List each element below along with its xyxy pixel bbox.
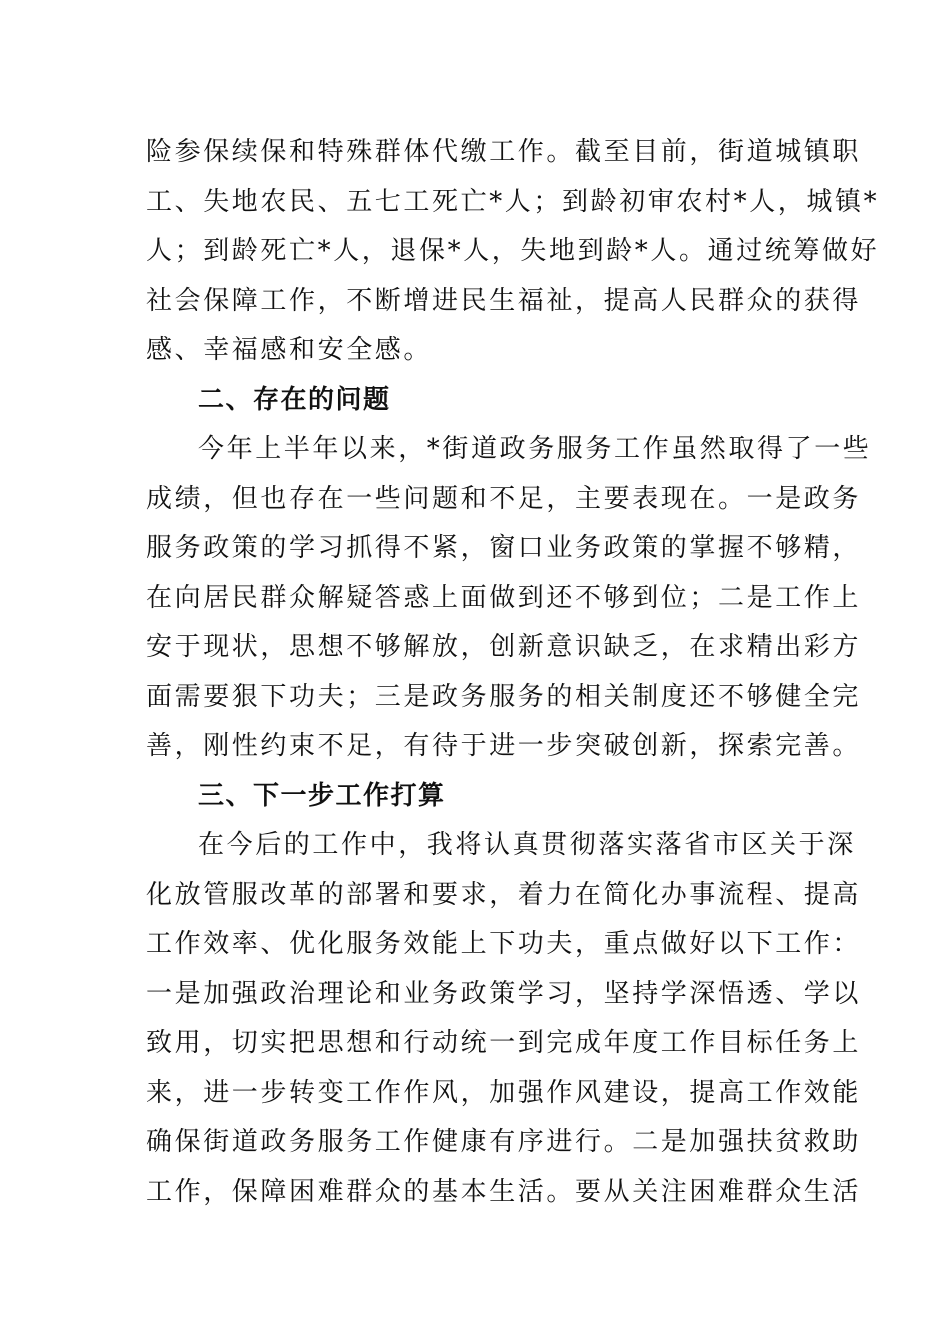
paragraph-line: 在向居民群众解疑答惑上面做到还不够到位；二是工作上 [146, 582, 862, 613]
paragraph-line: 善，刚性约束不足，有待于进一步突破创新，探索完善。 [146, 731, 862, 761]
section-heading: 三、下一步工作打算 [198, 780, 446, 811]
paragraph-line: 工、失地农民、五七工死亡*人；到龄初审农村*人，城镇* [146, 186, 880, 217]
paragraph-line: 安于现状，思想不够解放，创新意识缺乏，在求精出彩方 [146, 632, 862, 662]
document-body [146, 128, 880, 1217]
paragraph-line: 工作，保障困难群众的基本生活。要从关注困难群众生活 [146, 1176, 862, 1207]
paragraph-line: 化放管服改革的部署和要求，着力在简化办事流程、提高 [146, 879, 862, 910]
paragraph-line: 人；到龄死亡*人，退保*人，失地到龄*人。通过统筹做好 [146, 236, 880, 266]
paragraph-line: 在今后的工作中，我将认真贯彻落实落省市区关于深 [198, 830, 856, 860]
section-heading: 二、存在的问题 [198, 384, 391, 415]
paragraph-line: 险参保续保和特殊群体代缴工作。截至目前，街道城镇职 [146, 137, 862, 167]
paragraph-line: 确保街道政务服务工作健康有序进行。二是加强扶贫救助 [146, 1127, 862, 1157]
paragraph-line: 今年上半年以来，*街道政务服务工作虽然取得了一些 [198, 434, 872, 464]
paragraph-line: 致用，切实把思想和行动统一到完成年度工作目标任务上 [146, 1028, 862, 1058]
paragraph-line: 感、幸福感和安全感。 [146, 335, 433, 365]
paragraph-line: 工作效率、优化服务效能上下功夫，重点做好以下工作： [146, 929, 862, 959]
paragraph-line: 一是加强政治理论和业务政策学习，坚持学深悟透、学以 [146, 978, 862, 1009]
paragraph-line: 面需要狠下功夫；三是政务服务的相关制度还不够健全完 [146, 681, 862, 712]
paragraph-line: 成绩，但也存在一些问题和不足，主要表现在。一是政务 [146, 483, 862, 514]
paragraph-line: 服务政策的学习抓得不紧，窗口业务政策的掌握不够精， [146, 533, 862, 563]
paragraph-line: 社会保障工作，不断增进民生福祉，提高人民群众的获得 [146, 285, 862, 316]
paragraph-line: 来，进一步转变工作作风，加强作风建设，提高工作效能 [146, 1077, 862, 1108]
